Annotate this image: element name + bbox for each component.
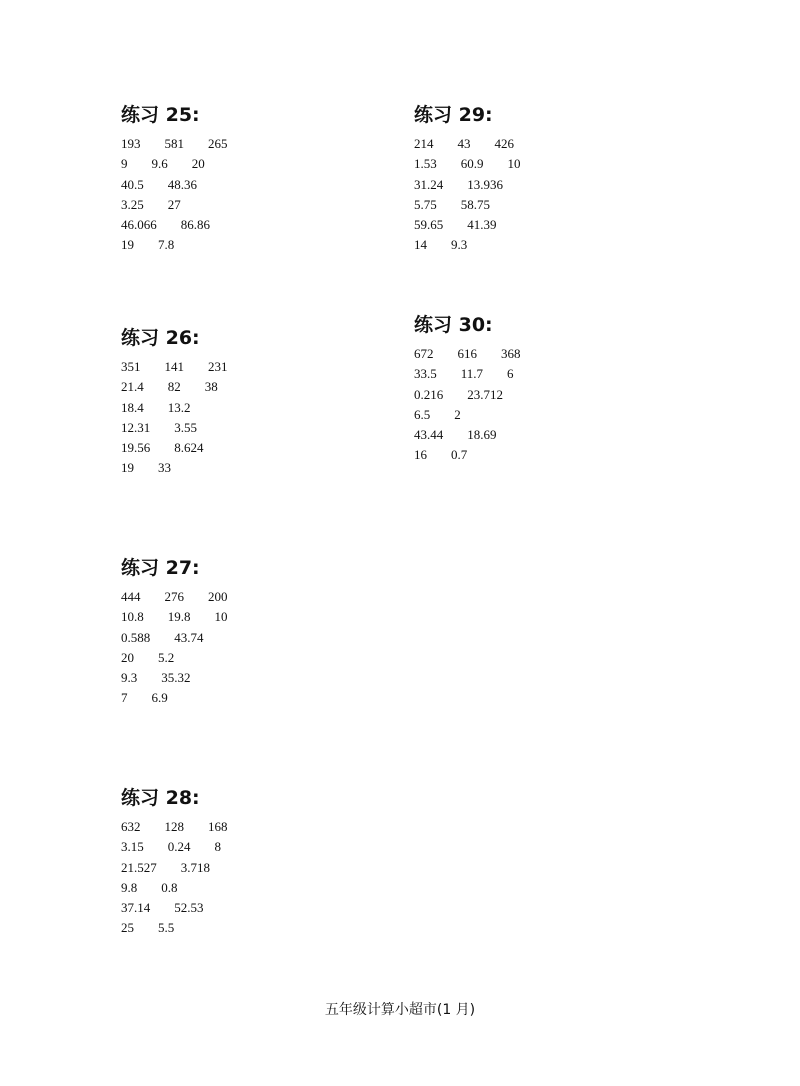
exercise-26-title: 练习 26: <box>121 327 200 349</box>
answer-value: 1.53 <box>414 156 437 172</box>
answer-row <box>121 898 421 918</box>
answer-row <box>121 858 421 878</box>
answer-value: 59.65 <box>414 217 444 233</box>
exercise-27-title: 练习 27: <box>121 557 200 579</box>
answer-row <box>121 817 421 837</box>
answer-row <box>414 215 714 235</box>
answer-row <box>121 837 421 857</box>
answer-value: 25 <box>121 920 134 936</box>
answer-row <box>414 425 714 445</box>
answer-value: 672 <box>414 346 434 361</box>
answer-value: 5.2 <box>158 649 175 665</box>
answer-row <box>121 195 421 215</box>
exercise-28-section <box>121 786 421 939</box>
answer-row <box>121 357 421 377</box>
answer-value: 0.7 <box>451 447 468 463</box>
exercise-28-title: 练习 28: <box>121 787 200 809</box>
answer-value: 31.24 <box>414 176 444 192</box>
answer-value: 43 <box>457 136 471 151</box>
answer-row <box>121 648 421 668</box>
answer-row <box>121 377 421 397</box>
answer-value: 426 <box>494 136 514 151</box>
answer-value: 60.9 <box>460 156 484 172</box>
page-footer: 五年级计算小超市(1 月) <box>324 1002 476 1018</box>
answer-value: 276 <box>164 589 184 604</box>
answer-value: 3.25 <box>121 196 144 212</box>
answer-row <box>414 195 714 215</box>
exercise-27-section <box>121 556 421 709</box>
answer-value: 33 <box>158 460 171 476</box>
answer-value: 18.69 <box>467 427 497 443</box>
answer-value: 5.5 <box>158 920 175 936</box>
exercise-30-title: 练习 30: <box>414 314 493 336</box>
answer-value: 21.527 <box>121 859 157 875</box>
answer-value: 231 <box>208 359 228 374</box>
answer-value: 48.36 <box>167 176 197 192</box>
answer-value: 9.6 <box>151 156 168 172</box>
answer-value: 7.8 <box>158 237 175 253</box>
answer-value: 444 <box>121 589 141 604</box>
answer-value: 10 <box>507 156 521 172</box>
answer-value: 12.31 <box>121 419 151 435</box>
answer-value: 214 <box>414 136 434 151</box>
answer-value: 3.55 <box>174 419 197 435</box>
answer-row <box>121 628 421 648</box>
answer-value: 19.8 <box>167 609 191 625</box>
answer-value: 632 <box>121 819 141 834</box>
answer-value: 6.5 <box>414 406 431 422</box>
answer-row <box>121 438 421 458</box>
answer-row <box>121 668 421 688</box>
answer-value: 40.5 <box>121 176 144 192</box>
answer-row <box>121 587 421 607</box>
answer-value: 10 <box>214 609 228 625</box>
exercise-29-section <box>414 103 714 256</box>
answer-value: 52.53 <box>174 900 204 916</box>
answer-value: 21.4 <box>121 379 144 395</box>
answer-row <box>121 688 421 708</box>
answer-value: 23.712 <box>467 386 503 402</box>
answer-value: 8.624 <box>174 440 204 456</box>
answer-value: 193 <box>121 136 141 151</box>
answer-value: 86.86 <box>180 217 210 233</box>
exercise-25-title: 练习 25: <box>121 104 200 126</box>
answer-row <box>414 385 714 405</box>
answer-value: 7 <box>121 690 128 706</box>
answer-value: 14 <box>414 237 427 253</box>
answer-value: 581 <box>164 136 184 151</box>
answer-value: 2 <box>454 406 461 422</box>
answer-row <box>121 235 421 255</box>
answer-value: 9.3 <box>451 237 468 253</box>
answer-value: 27 <box>167 196 181 212</box>
answer-row <box>121 458 421 478</box>
answer-value: 0.216 <box>414 386 444 402</box>
answer-value: 200 <box>208 589 228 604</box>
answer-value: 19.56 <box>121 440 151 456</box>
answer-row <box>414 134 714 154</box>
answer-row <box>121 215 421 235</box>
answer-row <box>121 134 421 154</box>
answer-value: 18.4 <box>121 399 144 415</box>
answer-row <box>414 154 714 174</box>
answer-value: 5.75 <box>414 196 437 212</box>
exercise-25-section <box>121 103 421 256</box>
answer-row <box>121 918 421 938</box>
answer-value: 368 <box>501 346 521 361</box>
answer-row <box>414 364 714 384</box>
answer-value: 351 <box>121 359 141 374</box>
answer-row <box>414 235 714 255</box>
answer-value: 20 <box>121 649 134 665</box>
answer-value: 33.5 <box>414 366 437 382</box>
answer-row <box>121 175 421 195</box>
answer-value: 9.8 <box>121 879 138 895</box>
answer-value: 41.39 <box>467 217 497 233</box>
answer-value: 46.066 <box>121 217 157 233</box>
answer-value: 82 <box>167 379 181 395</box>
answer-value: 38 <box>204 379 218 395</box>
answer-value: 35.32 <box>161 670 191 686</box>
answer-value: 616 <box>457 346 477 361</box>
answer-value: 11.7 <box>460 366 484 382</box>
exercise-29-title: 练习 29: <box>414 104 493 126</box>
answer-value: 0.8 <box>161 879 178 895</box>
answer-value: 141 <box>164 359 184 374</box>
answer-row <box>121 154 421 174</box>
answer-value: 0.24 <box>167 839 191 855</box>
answer-value: 19 <box>121 237 134 253</box>
answer-value: 9 <box>121 156 128 172</box>
answer-value: 37.14 <box>121 900 151 916</box>
answer-value: 8 <box>214 839 221 855</box>
answer-value: 58.75 <box>460 196 490 212</box>
answer-value: 128 <box>164 819 184 834</box>
answer-value: 16 <box>414 447 427 463</box>
answer-row <box>414 405 714 425</box>
answer-value: 43.44 <box>414 427 444 443</box>
answer-row <box>414 175 714 195</box>
exercise-26-section <box>121 326 421 479</box>
answer-row <box>414 344 714 364</box>
answer-value: 6.9 <box>151 690 168 706</box>
answer-value: 265 <box>208 136 228 151</box>
answer-value: 3.15 <box>121 839 144 855</box>
exercise-30-section <box>414 313 714 466</box>
answer-row <box>121 418 421 438</box>
answer-value: 43.74 <box>174 629 204 645</box>
answer-value: 19 <box>121 460 134 476</box>
answer-value: 168 <box>208 819 228 834</box>
answer-value: 13.936 <box>467 176 503 192</box>
answer-value: 10.8 <box>121 609 144 625</box>
answer-value: 0.588 <box>121 629 151 645</box>
answer-value: 20 <box>191 156 205 172</box>
answer-row <box>414 445 714 465</box>
answer-value: 13.2 <box>167 399 191 415</box>
answer-value: 3.718 <box>180 859 210 875</box>
answer-row <box>121 878 421 898</box>
answer-value: 6 <box>507 366 514 382</box>
answer-row <box>121 607 421 627</box>
answer-row <box>121 398 421 418</box>
answer-value: 9.3 <box>121 670 138 686</box>
